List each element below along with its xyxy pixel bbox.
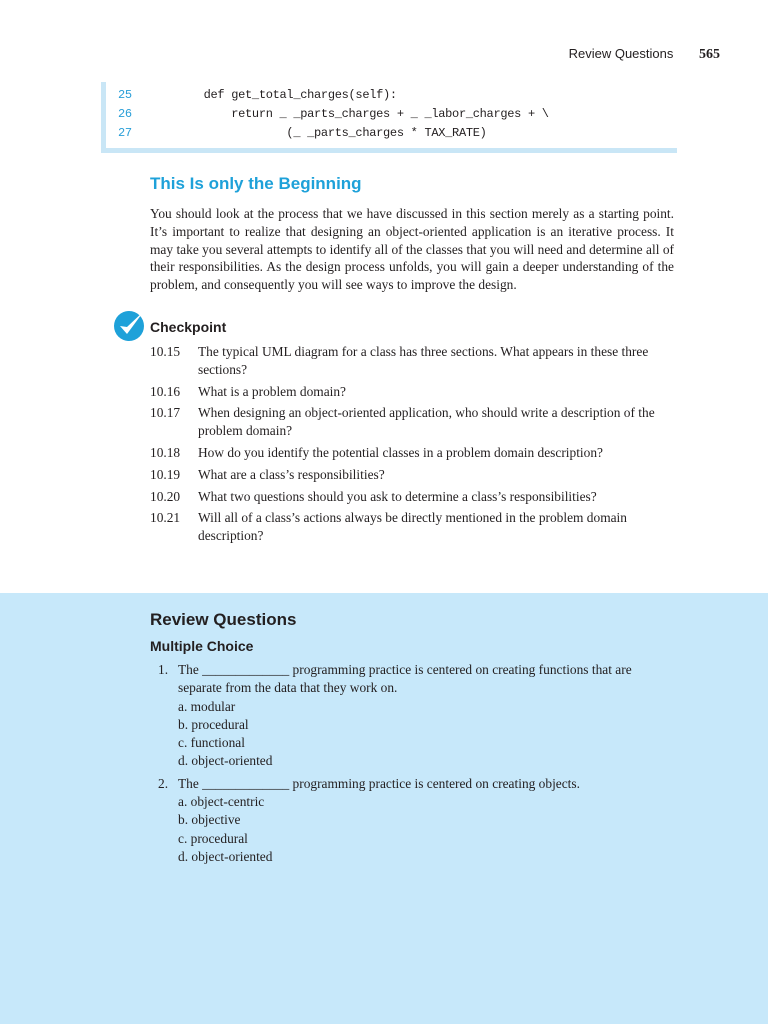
answer-choice: d. object-oriented: [178, 848, 273, 864]
checkpoint-text: What is a problem domain?: [198, 383, 346, 399]
checkpoint-item: [150, 404, 676, 440]
answer-choice: d. object-oriented: [178, 753, 273, 769]
checkpoint-number: 10.20: [150, 488, 181, 504]
checkmark-icon: [112, 308, 146, 342]
answer-choice: a. modular: [178, 698, 236, 714]
answer-choice: b. procedural: [178, 716, 249, 732]
checkpoint-text: The typical UML diagram for a class has three sections. What appears in these three sections?: [198, 344, 649, 377]
review-questions-panel: [0, 593, 768, 1024]
checkpoint-item: [150, 466, 676, 484]
checkpoint-item: [150, 444, 676, 462]
checkpoint-number: 10.17: [150, 405, 181, 421]
checkpoint-text: Will all of a class’s actions always be directly mentioned in the problem domain description?: [198, 510, 627, 544]
checkpoint-text: What two questions should you ask to determine a class’s responsibilities?: [198, 488, 597, 504]
checkpoint-item: [150, 509, 676, 545]
code-line-number: 27: [118, 126, 132, 140]
code-line-text: def get_total_charges(self):: [176, 88, 397, 102]
multiple-choice-heading: Multiple Choice: [150, 638, 254, 654]
checkpoint-text: When designing an object-oriented application, who should write a description of the problem domain?: [198, 405, 655, 439]
checkpoint-list: [150, 343, 676, 549]
page-number: 565: [699, 47, 720, 62]
question-text: The _____________ programming practice is centered on creating objects.: [178, 775, 580, 791]
body-paragraph: You should look at the process that we have discussed in this section merely as a starting point. It’s important to realize that designing an object-oriented application is an iterative process. It may take you several attempts to identify all of the classes that you will need and determine all of their responsibilities. As the design process unfolds, you will gain a deeper understanding of the problem, and consequently you will see ways to improve the design.: [150, 206, 674, 293]
question-item: [158, 775, 674, 866]
checkpoint-heading: Checkpoint: [150, 319, 227, 335]
code-line-number: 25: [118, 88, 132, 102]
checkpoint-item: [150, 383, 676, 401]
code-line-text: (_ _parts_charges * TAX_RATE): [176, 126, 487, 140]
question-number: 2.: [158, 775, 169, 791]
code-listing: [101, 82, 677, 153]
choice-list: [178, 793, 674, 866]
checkpoint-number: 10.15: [150, 344, 181, 359]
checkpoint-text: How do you identify the potential classes in a problem domain description?: [198, 444, 603, 460]
checkpoint-item: [150, 488, 676, 506]
choice-list: [178, 698, 674, 771]
checkpoint-item: [150, 343, 676, 379]
checkpoint-text: What are a class’s responsibilities?: [198, 466, 385, 482]
answer-choice: b. objective: [178, 812, 241, 828]
question-text: The _____________ programming practice is centered on creating functions that are separate from the data that they work on.: [178, 662, 632, 696]
answer-choice: a. object-centric: [178, 794, 265, 810]
question-number: 1.: [158, 662, 169, 677]
question-item: [158, 661, 674, 771]
answer-choice: c. functional: [178, 735, 245, 751]
checkpoint-number: 10.18: [150, 444, 181, 460]
code-line-number: 26: [118, 107, 132, 121]
checkpoint-number: 10.16: [150, 383, 181, 399]
code-line-text: return _ _parts_charges + _ _labor_charges + \: [176, 107, 549, 121]
code-line: [118, 86, 397, 105]
section-heading: This Is only the Beginning: [150, 174, 362, 193]
code-line: [118, 124, 487, 143]
running-head-section: Review Questions: [568, 46, 674, 61]
review-heading: Review Questions: [150, 610, 297, 629]
running-head: [569, 46, 720, 63]
checkpoint-number: 10.21: [150, 510, 181, 526]
code-line: [118, 105, 549, 124]
checkpoint-number: 10.19: [150, 466, 181, 482]
multiple-choice-list: [158, 661, 674, 870]
answer-choice: c. procedural: [178, 830, 248, 846]
